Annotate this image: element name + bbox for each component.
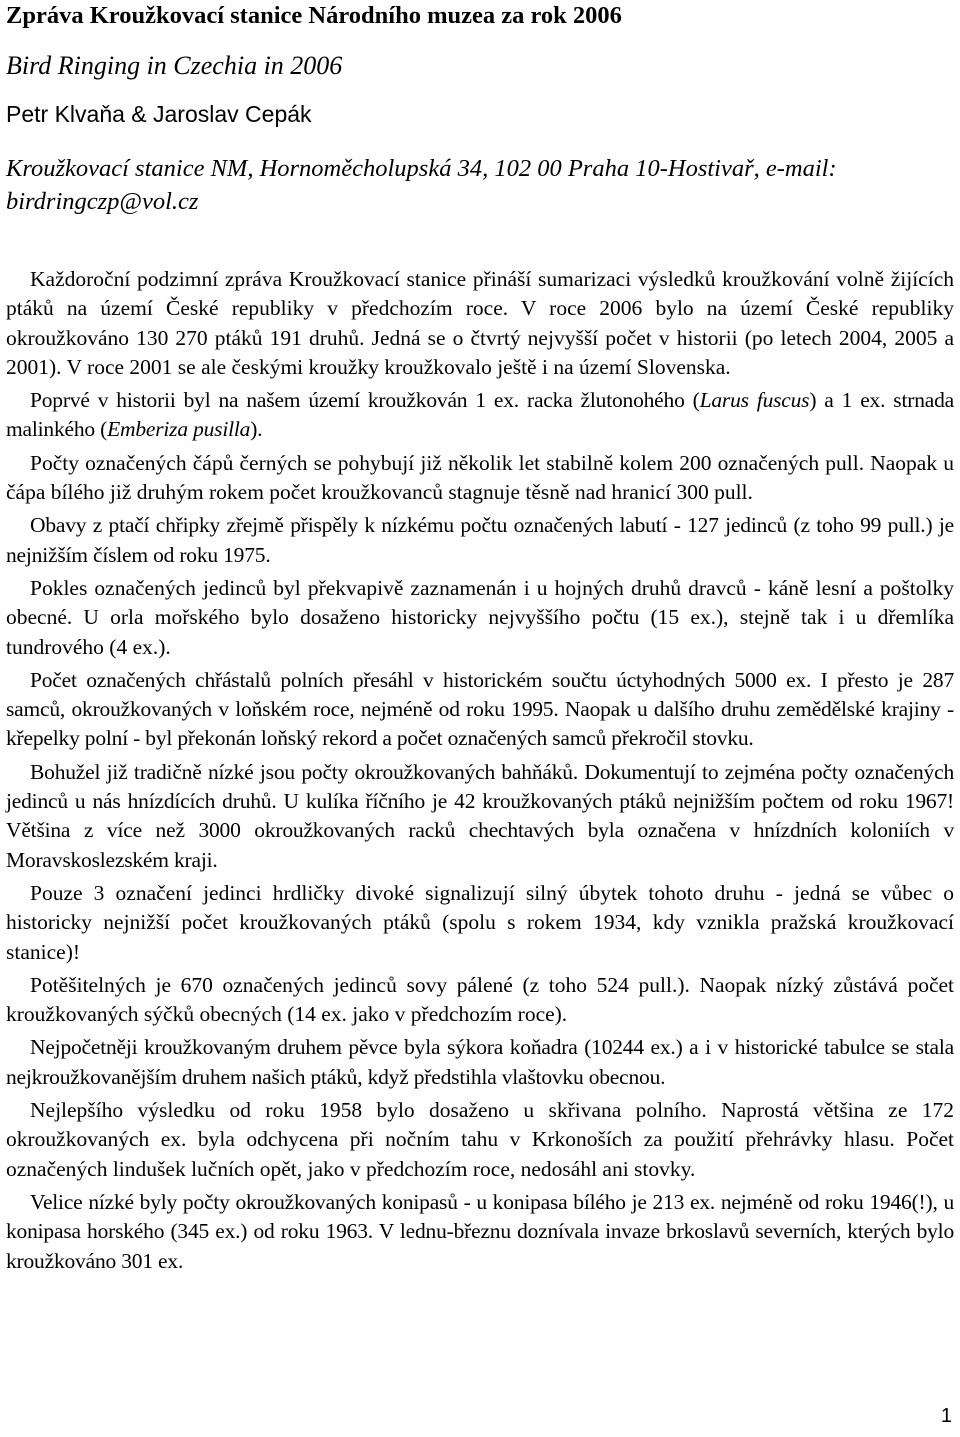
paragraph-raptors: Pokles označených jedinců byl překvapivě zaznamenán i u hojných druhů dravců - káně lesní a poštolky obecné. U orla mořského bylo dosaženo historicky nejvyššího počtu (15 ex.), stejně tak i u dřemlíka tundrového (4 ex.).: [6, 575, 954, 659]
paragraph-text: Poprvé v historii byl na našem území kroužkován 1 ex. racka žlutonohého (: [30, 388, 700, 413]
paragraph-storks: Počty označených čápů černých se pohybují již několik let stabilně kolem 200 označených pull. Naopak u čápa bílého již druhým rokem počet kroužkovanců stagnuje těsně nad hranicí 300 pull.: [6, 450, 954, 505]
report-body: [6, 265, 954, 1280]
species-name: Larus fuscus: [699, 388, 810, 413]
report-subtitle: Bird Ringing in Czechia in 2006: [6, 51, 343, 80]
paragraph-swans: Obavy z ptačí chřipky zřejmě přispěly k nízkému počtu označených labutí - 127 jedinců (z toho 99 pull.) je nejnižším číslem od roku 1975.: [6, 513, 954, 567]
paragraph-great-tit: Nejpočetněji kroužkovaným druhem pěvce byla sýkora koňadra (10244 ex.) a i v historické tabulce se stala nejkroužkovanějším druhem našich ptáků, když předstihla vlaštovku obecnou.: [6, 1035, 954, 1089]
paragraph-text: ).: [250, 417, 263, 442]
authors-line: Petr Klvaňa & Jaroslav Cepák: [6, 101, 312, 127]
affiliation-line: Kroužkovací stanice NM, Hornoměcholupská 34, 102 00 Praha 10-Hostivař, e-mail: birdringczp@vol.cz: [6, 155, 837, 215]
paragraph-text: ) a 1 ex. strnada malinkého (: [6, 388, 954, 442]
page-number: 1: [940, 1405, 952, 1427]
paragraph-new-species: [6, 386, 954, 445]
paragraph-wagtails: Velice nízké byly počty okroužkovaných konipasů - u konipasa bílého je 213 ex. nejméně od roku 1946(!), u konipasa horského (345 ex.) od roku 1963. V lednu-březnu doznívala invaze brkoslavů severních, kterých bylo kroužkováno 301 ex.: [6, 1189, 954, 1273]
paragraph-skylark: Nejlepšího výsledku od roku 1958 bylo dosaženo u skřivana polního. Naprostá většina ze 172 okroužkovaných ex. byla odchycena při nočním tahu v Krkonoších za použití přehrávky hlasu. Počet označených lindušek lučních opět, jako v předchozím roce, nedosáhl ani stovky.: [6, 1098, 954, 1181]
paragraph-doves: Pouze 3 označení jedinci hrdličky divoké signalizují silný úbytek tohoto druhu - jedná se vůbec o historicky nejnižší počet kroužkovaných ptáků (spolu s rokem 1934, kdy vznikla pražská kroužkovací stanice)!: [6, 880, 954, 964]
species-name: Emberiza pusilla: [107, 417, 251, 442]
paragraph-owls: Potěšitelných je 670 označených jedinců sovy pálené (z toho 524 pull.). Naopak nízký zůstává počet kroužkovaných sýčků obecných (14 ex. jako v předchozím roce).: [6, 972, 954, 1027]
paragraph-corncrakes: Počet označených chřástalů polních přesáhl v historickém součtu úctyhodných 5000 ex. I přesto je 287 samců, okroužkovaných v loňském roce, nejméně od roku 1995. Naopak u dalšího druhu zemědělské krajiny - křepelky polní - byl překonán loňský rekord a počet označených samců překročil stovku.: [6, 667, 954, 751]
report-title: Zpráva Kroužkovací stanice Národního muzea za rok 2006: [6, 2, 622, 29]
paragraph-waders: Bohužel již tradičně nízké jsou počty okroužkovaných bahňáků. Dokumentují to zejména počty označených jedinců u nás hnízdících druhů. U kulíka říčního je 42 kroužkovaných ptáků nejnižším počtem od roku 1967! Většina z více než 3000 okroužkovaných racků chechtavých byla označena v hnízdních koloniích v Moravskoslezském kraji.: [6, 759, 954, 872]
paragraph-intro: Každoroční podzimní zpráva Kroužkovací stanice přináší sumarizaci výsledků kroužkování volně žijících ptáků na území České republiky v předchozím roce. V roce 2006 bylo na území České republiky okroužkováno 130 270 ptáků 191 druhů. Jedná se o čtvrtý nejvyšší počet v historii (po letech 2004, 2005 a 2001). V roce 2001 se ale českými kroužky kroužkovalo ještě i na území Slovenska.: [6, 267, 954, 379]
